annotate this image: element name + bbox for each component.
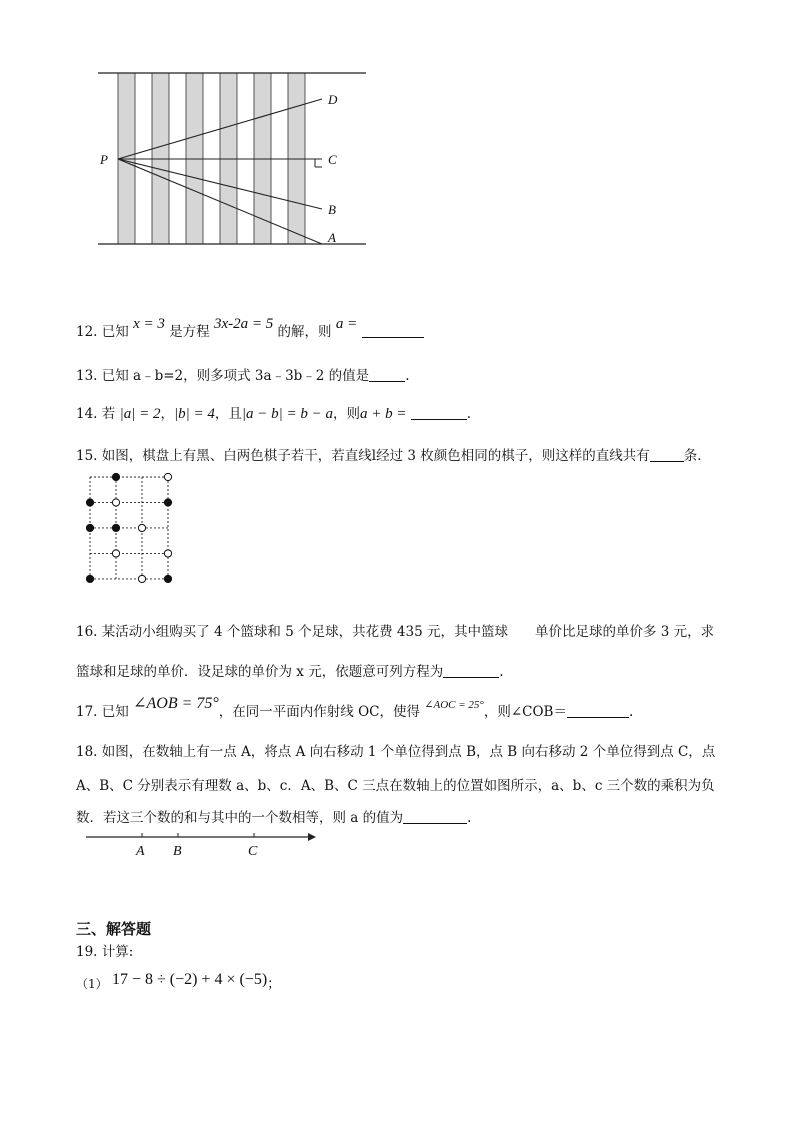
q17-t1: 已知 — [101, 704, 129, 720]
q14-s1: ， — [160, 406, 174, 422]
figure-number-line — [84, 830, 324, 860]
label-axis-c: C — [248, 844, 258, 859]
q18-answer-blank[interactable] — [403, 809, 467, 824]
q14-m2: |b| = 4 — [173, 406, 215, 422]
label-a: A — [328, 230, 336, 245]
question-15 — [76, 446, 702, 466]
q12-t2: 是方程 — [169, 324, 210, 340]
section-title: 三、解答题 — [76, 920, 152, 938]
q19-part1-end: ； — [267, 976, 281, 992]
q16-answer-blank[interactable] — [443, 663, 499, 678]
q18-line3: 数．若这三个数的和与其中的一个数相等，则 a 的值为 — [76, 810, 404, 826]
black-piece — [86, 499, 93, 506]
figure-p-stripes — [90, 66, 370, 256]
question-19-title — [76, 942, 133, 962]
q12-eq2: 3x-2a = 5 — [213, 316, 274, 332]
q13-text: 13. 已知 a﹣b=2，则多项式 3a﹣3b﹣2 的值是 — [76, 368, 370, 384]
white-piece — [164, 550, 171, 557]
question-12 — [76, 316, 424, 342]
q14-t1: 若 — [101, 406, 116, 422]
q15-end: 条. — [683, 448, 702, 464]
q14-s2: ，且 — [214, 406, 242, 422]
q17-t3: ，则∠COB＝ — [483, 704, 567, 720]
q17-m1: ∠AOB = 75° — [133, 695, 219, 712]
q14-m1: |a| = 2 — [119, 406, 161, 422]
figure-chessboard — [82, 472, 192, 582]
black-piece — [112, 473, 119, 480]
white-piece — [164, 473, 171, 480]
q12-eq3: a = — [335, 316, 358, 332]
axis-arrow — [308, 833, 316, 841]
q14-answer-blank[interactable] — [411, 405, 467, 420]
label-c: C — [328, 152, 337, 167]
q14-m3: |a − b| = b − a — [241, 406, 333, 422]
q12-num: 12. — [76, 324, 98, 340]
q18-line1: 18. 如图，在数轴上有一点 A，将点 A 向右移动 1 个单位得到点 B，点 B 向右移动 2 个单位得到点 C，点 — [76, 744, 716, 760]
label-axis-a: A — [136, 844, 145, 859]
black-piece — [164, 575, 171, 582]
q15-text: 15. 如图，棋盘上有黑、白两色棋子若干，若直线l经过 3 枚颜色相同的棋子，则这样的直线共有 — [76, 448, 650, 464]
question-13 — [76, 366, 409, 386]
label-p: P — [100, 152, 108, 167]
q13-answer-blank[interactable] — [369, 367, 405, 382]
q17-num: 17. — [76, 704, 98, 720]
q12-t1: 已知 — [101, 324, 129, 340]
label-d: D — [328, 92, 338, 107]
q19-part1-num: （1） — [76, 977, 108, 991]
q12-answer-blank[interactable] — [362, 323, 424, 338]
question-17 — [76, 695, 634, 723]
question-16-line2 — [76, 662, 504, 682]
white-piece — [112, 550, 119, 557]
q16-end: . — [499, 664, 504, 680]
q17-answer-blank[interactable] — [567, 703, 629, 718]
q17-m2: ∠AOC = 25° — [424, 699, 484, 711]
question-18-line3 — [76, 808, 471, 828]
q14-end: . — [466, 406, 472, 422]
q12-eq1: x = 3 — [133, 316, 165, 332]
white-piece — [112, 499, 119, 506]
q17-t2: ，在同一平面内作射线 OC，使得 — [218, 704, 420, 720]
question-19-part1 — [76, 971, 281, 994]
q14-m4: a + b = — [359, 406, 407, 422]
question-18-line2 — [76, 776, 715, 796]
white-piece — [138, 524, 145, 531]
label-axis-b: B — [173, 844, 182, 859]
label-b: B — [328, 202, 336, 217]
question-14 — [76, 404, 471, 424]
chess-grid — [90, 477, 168, 579]
q14-num: 14. — [76, 406, 98, 422]
q14-s3: ，则 — [332, 406, 360, 422]
q13-end: . — [405, 368, 410, 384]
black-piece — [86, 524, 93, 531]
question-18-line1 — [76, 742, 715, 762]
q19-title: 19. 计算: — [76, 944, 134, 960]
q16-line2: 篮球和足球的单价．设足球的单价为 x 元，依题意可列方程为 — [76, 664, 444, 680]
question-16-line1 — [76, 622, 714, 642]
q15-answer-blank[interactable] — [650, 447, 684, 462]
black-piece — [112, 524, 119, 531]
q18-line2: A、B、C 分别表示有理数 a、b、c．A、B、C 三点在数轴上的位置如图所示，a、b、c 三个数的乘积为负 — [76, 778, 715, 794]
q12-t3: 的解，则 — [277, 324, 332, 340]
white-piece — [138, 575, 145, 582]
black-piece — [164, 499, 171, 506]
black-piece — [86, 575, 93, 582]
q17-end: . — [628, 704, 634, 720]
q16-line1: 16. 某活动小组购买了 4 个篮球和 5 个足球，共花费 435 元，其中篮球 单价比足球的单价多 3 元，求 — [76, 624, 715, 640]
q18-end: . — [467, 810, 472, 826]
q19-part1-expr: 17 − 8 ÷ (−2) + 4 × (−5) — [111, 971, 268, 988]
